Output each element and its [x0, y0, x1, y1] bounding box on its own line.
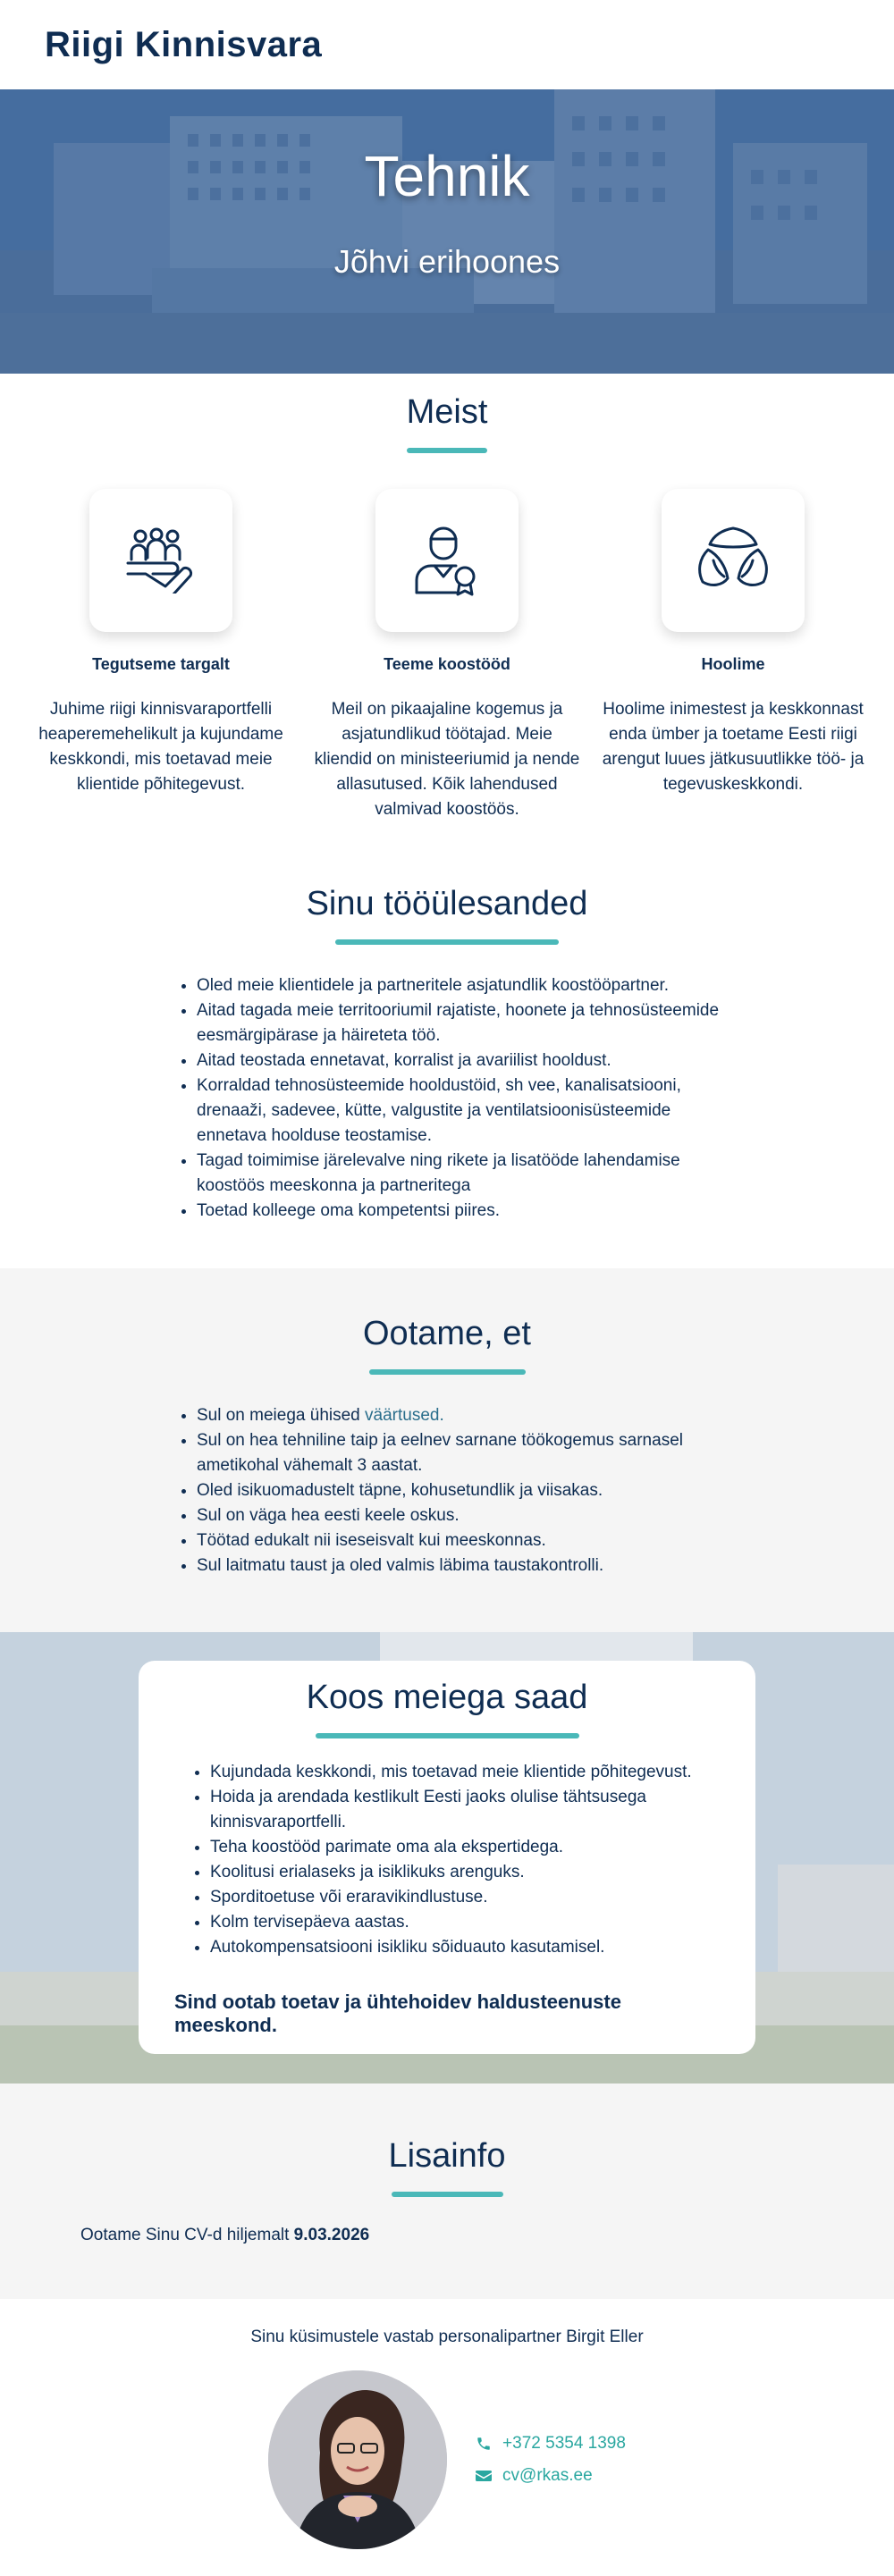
icon-card — [662, 489, 805, 632]
deadline-text — [80, 2226, 814, 2245]
deadline-date: 9.03.2026 — [293, 2226, 370, 2244]
avatar — [268, 2370, 447, 2549]
about-column-title: Tegutseme targalt — [92, 655, 230, 673]
deadline-prefix: Ootame Sinu CV-d hiljemalt — [80, 2226, 294, 2244]
contact-row — [0, 2370, 894, 2549]
contact-intro: Sinu küsimustele vastab personalipartner Birgit Eller — [250, 2328, 644, 2346]
hero-content — [0, 89, 894, 281]
title-underline — [392, 2192, 503, 2197]
site-header — [0, 0, 894, 89]
recruiter-photo — [268, 2370, 447, 2549]
list-item: • Aitad teostada ennetavat, korralist ja avariilist hooldust. — [197, 1048, 733, 1073]
info-section — [0, 2084, 894, 2299]
list-item: • Autokompensatsiooni isikliku sõiduauto kasutamisel. — [210, 1935, 720, 1960]
tasks-section — [0, 858, 894, 1268]
title-underline — [407, 448, 487, 453]
about-column-title: Teeme koostööd — [384, 655, 510, 673]
about-column — [27, 489, 295, 822]
phone-number[interactable]: +372 5354 1398 — [502, 2434, 626, 2453]
job-location: Jõhvi erihoones — [333, 243, 561, 280]
list-item: • Sul on väga hea eesti keele oskus. — [197, 1503, 733, 1528]
list-item — [197, 1403, 733, 1428]
tasks-list — [161, 973, 733, 1224]
list-item: • Korraldad tehnosüsteemide hooldustöid, sh vee, kanalisatsiooni, drenaaži, sadevee, kütte, valgustite ja ventilatsioonisüsteemide ennetava hoolduse teostamise. — [197, 1073, 733, 1149]
contact-section — [0, 2299, 894, 2576]
about-title: Meist — [406, 393, 488, 431]
hands-team-icon — [122, 527, 199, 593]
expert-badge-icon — [413, 525, 481, 596]
about-column — [313, 489, 581, 822]
list-item: • Hoida ja arendada kestlikult Eesti jaoks olulise tähtsusega kinnisvaraportfelli. — [210, 1785, 720, 1835]
contact-links — [476, 2421, 626, 2498]
expect-title: Ootame, et — [363, 1315, 531, 1352]
list-item: • Koolitusi erialaseks ja isiklikuks arenguks. — [210, 1860, 720, 1885]
icon-card — [375, 489, 519, 632]
logo[interactable]: Riigi Kinnisvara — [45, 24, 323, 64]
email-link[interactable] — [476, 2466, 626, 2486]
phone-icon — [476, 2436, 492, 2452]
about-column-text: Meil on pikaajaline kogemus ja asjatundlikud töötajad. Meie kliendid on ministeeriumid ja nende allasutused. Kõik lahendused valmivad koostöös. — [314, 700, 580, 819]
info-title: Lisainfo — [388, 2137, 506, 2175]
expect-section — [0, 1268, 894, 1632]
list-item: • Sul laitmatu taust ja oled valmis läbima taustakontrolli. — [197, 1553, 733, 1578]
about-column — [599, 489, 867, 822]
envelope-icon — [476, 2469, 492, 2483]
values-link[interactable]: väärtused. — [365, 1406, 444, 1425]
list-item-text: Sul on meiega ühised — [197, 1406, 366, 1425]
email-address[interactable]: cv@rkas.ee — [502, 2466, 593, 2485]
benefits-title: Koos meiega saad — [306, 1679, 588, 1716]
phone-link[interactable] — [476, 2434, 626, 2454]
list-item: • Kolm tervisepäeva aastas. — [210, 1910, 720, 1935]
list-item: • Töötad edukalt nii iseseisvalt kui meeskonnas. — [197, 1528, 733, 1553]
benefits-section — [0, 1632, 894, 2084]
about-column-text: Juhime riigi kinnisvaraportfelli heaperemehelikult ja kujundame keskkondi, mis toetavad meie klientide põhitegevust. — [38, 700, 283, 794]
list-item: • Sporditoetuse või eraravikindlustuse. — [210, 1885, 720, 1910]
list-item: • Sul on hea tehniline taip ja eelnev sarnane töökogemus sarnasel ametikohal vähemalt 3 aastat. — [197, 1428, 733, 1478]
title-underline — [316, 1733, 579, 1738]
about-section — [0, 374, 894, 858]
tasks-title: Sinu tööülesanded — [306, 885, 588, 922]
hero-banner — [0, 89, 894, 374]
list-item: • Teha koostööd parimate oma ala ekspertidega. — [210, 1835, 720, 1860]
about-column-text: Hoolime inimestest ja keskkonnast enda ümber ja toetame Eesti riigi arengut luues jätkusuutlikke töö- ja tegevuskeskkondi. — [602, 700, 864, 794]
list-item: • Toetad kolleege oma kompetentsi piires. — [197, 1199, 733, 1224]
title-underline — [369, 1369, 526, 1375]
job-title: Tehnik — [364, 144, 530, 208]
about-column-title: Hoolime — [701, 655, 765, 673]
list-item: • Oled meie klientidele ja partneritele asjatundlik koostööpartner. — [197, 973, 733, 998]
about-columns — [0, 489, 894, 822]
benefits-list — [174, 1760, 720, 1960]
team-note: Sind ootab toetav ja ühtehoidev haldusteenuste meeskond. — [174, 1991, 621, 2036]
leaves-care-icon — [696, 525, 771, 596]
icon-card — [89, 489, 232, 632]
list-item: • Tagad toimimise järelevalve ning rikete ja lisatööde lahendamise koostöös meeskonna ja partneritega — [197, 1149, 733, 1199]
list-item: • Aitad tagada meie territooriumil rajatiste, hoonete ja tehnosüsteemide eesmärgipärase ja häireteta töö. — [197, 998, 733, 1048]
title-underline — [335, 939, 559, 945]
benefits-card — [139, 1661, 755, 2054]
list-item: • Kujundada keskkondi, mis toetavad meie klientide põhitegevust. — [210, 1760, 720, 1785]
expect-list — [161, 1403, 733, 1578]
list-item: • Oled isikuomadustelt täpne, kohusetundlik ja viisakas. — [197, 1478, 733, 1503]
